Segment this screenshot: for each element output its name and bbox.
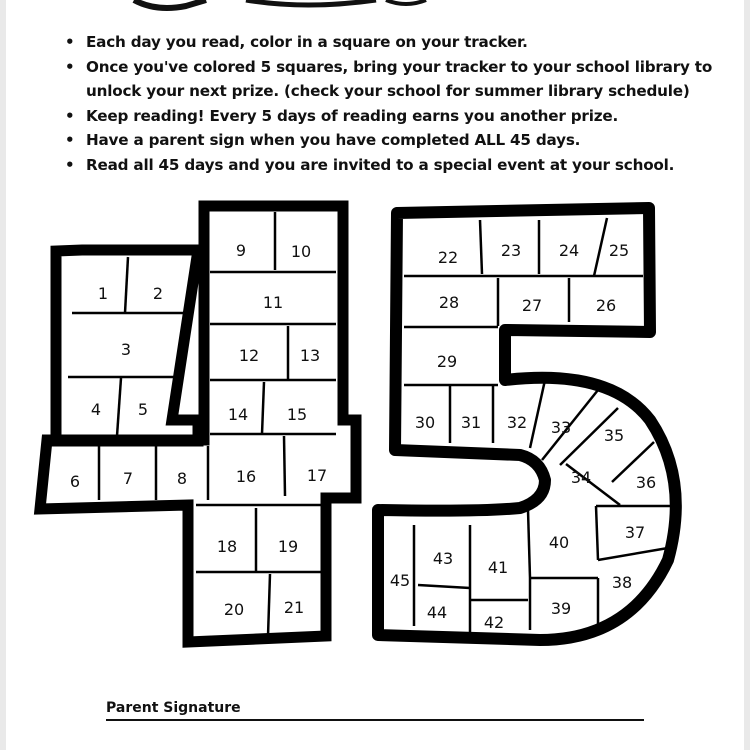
day-square-37[interactable]: 37 bbox=[624, 523, 646, 542]
day-square-32[interactable]: 32 bbox=[506, 413, 528, 432]
day-square-26[interactable]: 26 bbox=[595, 296, 617, 315]
day-square-44[interactable]: 44 bbox=[426, 603, 448, 622]
day-square-43[interactable]: 43 bbox=[432, 549, 454, 568]
instruction-text: Each day you read, color in a square on your tracker. bbox=[86, 33, 528, 51]
day-square-11[interactable]: 11 bbox=[262, 293, 284, 312]
bullet-icon: • bbox=[65, 57, 75, 76]
parent-signature-label: Parent Signature bbox=[106, 700, 241, 716]
day-square-20[interactable]: 20 bbox=[223, 600, 245, 619]
day-square-35[interactable]: 35 bbox=[603, 426, 625, 445]
day-square-19[interactable]: 19 bbox=[277, 537, 299, 556]
day-square-24[interactable]: 24 bbox=[558, 241, 580, 260]
day-square-22[interactable]: 22 bbox=[437, 248, 459, 267]
day-square-33[interactable]: 33 bbox=[550, 418, 572, 437]
day-square-7[interactable]: 7 bbox=[122, 469, 134, 488]
instruction-text: Read all 45 days and you are invited to a special event at your school. bbox=[86, 155, 675, 174]
day-square-4[interactable]: 4 bbox=[90, 400, 102, 419]
day-square-8[interactable]: 8 bbox=[176, 469, 188, 488]
day-square-21[interactable]: 21 bbox=[283, 598, 305, 617]
day-square-3[interactable]: 3 bbox=[120, 340, 132, 359]
day-square-16[interactable]: 16 bbox=[235, 467, 257, 486]
bullet-icon: • bbox=[65, 106, 75, 125]
day-square-17[interactable]: 17 bbox=[306, 466, 328, 485]
instruction-text: unlock your next prize. (check your school for summer library schedule) bbox=[86, 82, 690, 101]
day-square-6[interactable]: 6 bbox=[69, 472, 81, 491]
day-square-9[interactable]: 9 bbox=[235, 241, 247, 260]
day-square-29[interactable]: 29 bbox=[436, 352, 458, 371]
bullet-icon: • bbox=[65, 155, 75, 174]
day-square-39[interactable]: 39 bbox=[550, 599, 572, 618]
day-square-42[interactable]: 42 bbox=[483, 613, 505, 632]
day-square-14[interactable]: 14 bbox=[227, 405, 249, 424]
bullet-icon: • bbox=[65, 33, 75, 51]
day-square-10[interactable]: 10 bbox=[290, 242, 312, 261]
day-square-45[interactable]: 45 bbox=[389, 571, 411, 590]
day-square-31[interactable]: 31 bbox=[460, 413, 482, 432]
day-square-41[interactable]: 41 bbox=[487, 558, 509, 577]
day-square-2[interactable]: 2 bbox=[152, 284, 164, 303]
instruction-text: Have a parent sign when you have completed ALL 45 days. bbox=[86, 131, 581, 150]
day-square-40[interactable]: 40 bbox=[548, 533, 570, 552]
day-square-30[interactable]: 30 bbox=[414, 413, 436, 432]
day-square-34[interactable]: 34 bbox=[570, 468, 592, 487]
day-square-27[interactable]: 27 bbox=[521, 296, 543, 315]
day-square-13[interactable]: 13 bbox=[299, 346, 321, 365]
day-square-1[interactable]: 1 bbox=[97, 284, 109, 303]
day-square-38[interactable]: 38 bbox=[611, 573, 633, 592]
day-square-18[interactable]: 18 bbox=[216, 537, 238, 556]
day-square-36[interactable]: 36 bbox=[635, 473, 657, 492]
day-square-5[interactable]: 5 bbox=[137, 400, 149, 419]
day-square-23[interactable]: 23 bbox=[500, 241, 522, 260]
day-square-15[interactable]: 15 bbox=[286, 405, 308, 424]
day-square-28[interactable]: 28 bbox=[438, 293, 460, 312]
day-square-12[interactable]: 12 bbox=[238, 346, 260, 365]
day-square-25[interactable]: 25 bbox=[608, 241, 630, 260]
bullet-icon: • bbox=[65, 131, 75, 150]
instruction-text: Keep reading! Every 5 days of reading earns you another prize. bbox=[86, 106, 619, 125]
instruction-text: Once you've colored 5 squares, bring your tracker to your school library to bbox=[86, 57, 713, 76]
parent-signature-line[interactable] bbox=[106, 719, 644, 721]
